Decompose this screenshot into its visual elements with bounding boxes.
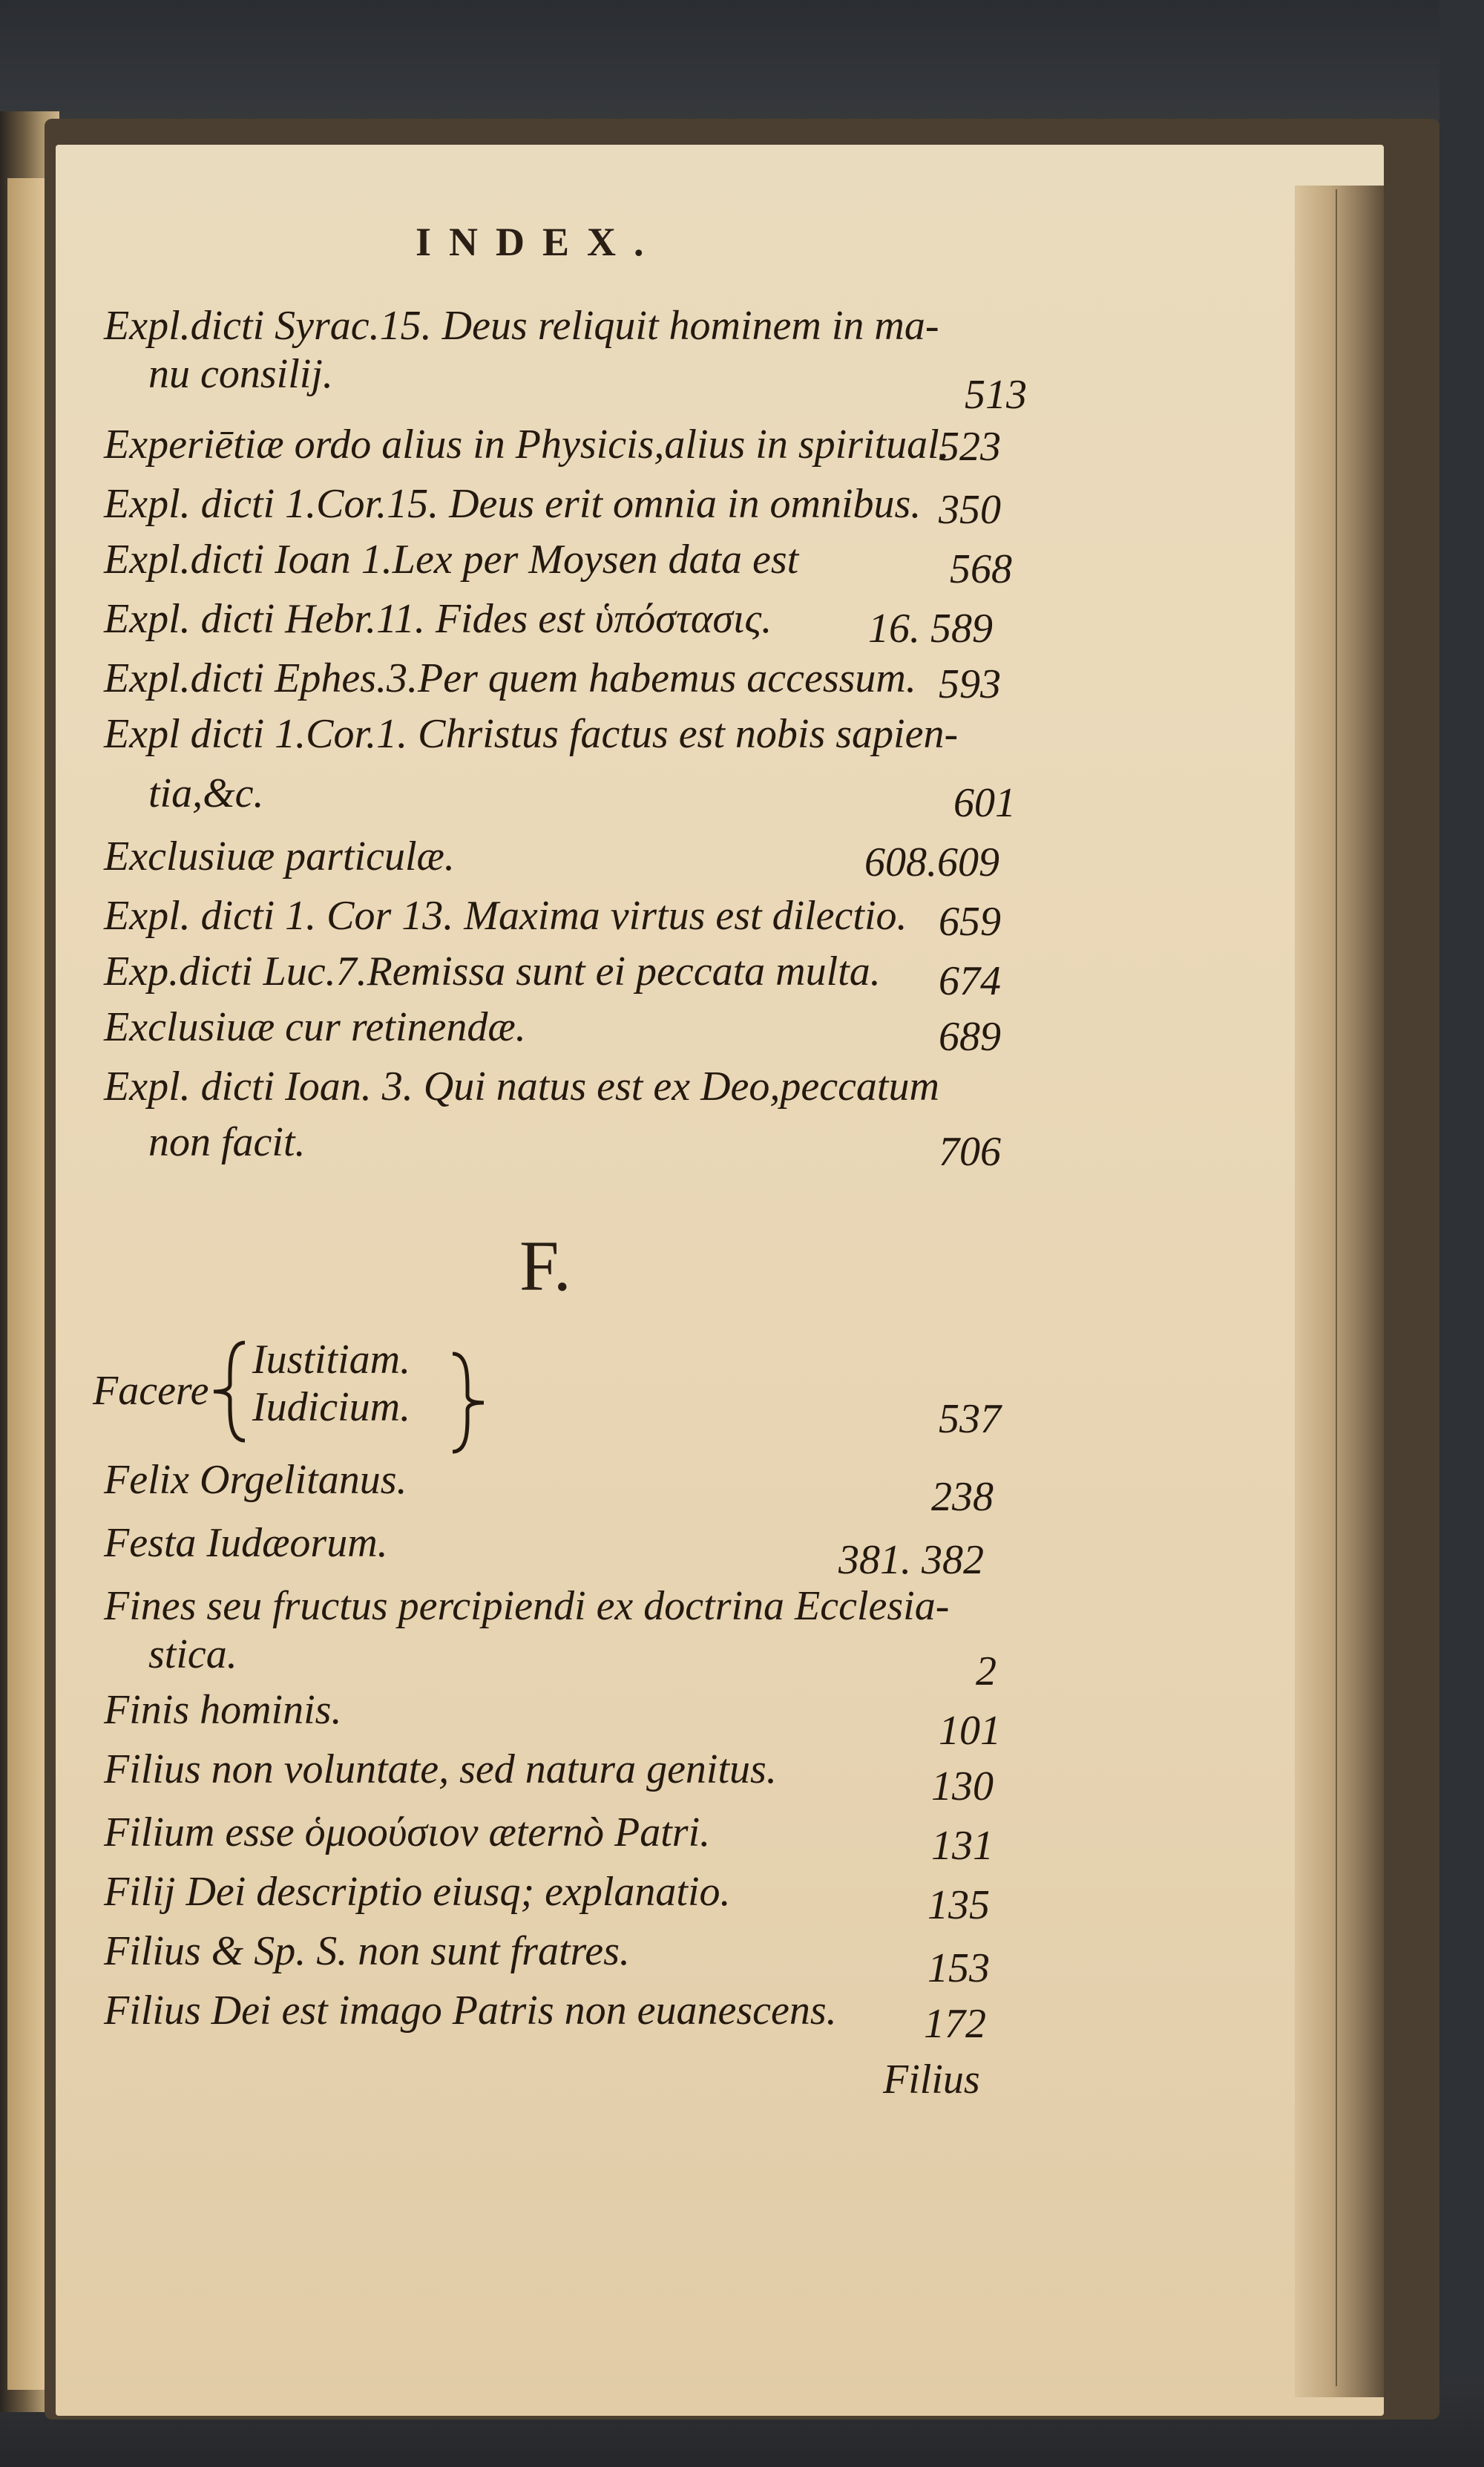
index-entry: Felix Orgelitanus. [104, 1457, 407, 1503]
index-entry: Experiētiæ ordo alius in Physicis,alius in spiritual. [104, 422, 950, 468]
page-number: 16. 589 [868, 606, 993, 652]
page-number: 593 [939, 661, 1001, 707]
brace-entry-lead: Facere [93, 1368, 209, 1414]
index-entry: Festa Iudæorum. [104, 1520, 388, 1566]
index-entry: Filius & Sp. S. non sunt fratres. [104, 1928, 630, 1974]
index-entry: Exclusiuæ particulæ. [104, 833, 455, 879]
index-entry: Expl. dicti Ioan. 3. Qui natus est ex Deo,peccatum [104, 1064, 939, 1110]
index-entry: Expl. dicti 1. Cor 13. Maxima virtus est dilectio. [104, 893, 907, 939]
page-number: 238 [931, 1474, 994, 1520]
page-number: 153 [928, 1945, 990, 1991]
running-head: INDEX. [416, 220, 662, 264]
brace-items [252, 1336, 410, 1431]
index-entry: Fines seu fructus percipiendi ex doctrina Ecclesia- [104, 1583, 950, 1629]
page-number: 130 [931, 1763, 994, 1809]
brace-item: Iudicium. [252, 1384, 411, 1430]
page-number: 689 [939, 1014, 1001, 1060]
index-entry-continuation: nu consilij. [148, 351, 333, 397]
index-entry: Expl dicti 1.Cor.1. Christus factus est nobis sapien- [104, 711, 959, 757]
page-number: 381. 382 [838, 1537, 984, 1583]
page-number: 135 [928, 1882, 990, 1928]
page-number: 172 [924, 2001, 986, 2047]
left-brace-icon [208, 1340, 252, 1444]
page-number: 674 [939, 958, 1001, 1004]
index-entry: Expl.dicti Syrac.15. Deus reliquit hominem in ma- [104, 303, 939, 349]
brace-item: Iustitiam. [252, 1337, 411, 1383]
section-letter-f: F. [519, 1226, 571, 1305]
index-entry: Finis hominis. [104, 1687, 342, 1733]
page-number: 706 [939, 1129, 1001, 1175]
page-fold-line [1336, 189, 1337, 2386]
page-right-edge [1295, 186, 1384, 2397]
page-number: 568 [950, 546, 1012, 592]
index-entry-continuation: tia,&c. [148, 770, 264, 816]
index-entry: Exclusiuæ cur retinendæ. [104, 1004, 526, 1050]
index-entry: Expl.dicti Ioan 1.Lex per Moysen data est [104, 537, 799, 583]
catchword: Filius [883, 2057, 980, 2103]
index-entry: Filium esse ὁμοούσιον æternò Patri. [104, 1809, 711, 1855]
page-number: 101 [939, 1708, 1001, 1754]
page-number: 131 [931, 1823, 994, 1869]
page-number: 513 [965, 372, 1027, 418]
page-number: 523 [939, 424, 1001, 470]
right-brace-icon [445, 1351, 490, 1455]
index-entry: Filij Dei descriptio eiusq; explanatio. [104, 1869, 731, 1915]
index-entry-continuation: stica. [148, 1631, 237, 1677]
background-cloth-right [1439, 0, 1484, 2467]
index-entry: Expl. dicti Hebr.11. Fides est ὑπόστασις. [104, 596, 772, 642]
index-entry: Filius Dei est imago Patris non euanescens. [104, 1988, 837, 2034]
index-entry-continuation: non facit. [148, 1119, 306, 1165]
page-number: 608.609 [864, 839, 999, 885]
index-entry: Expl.dicti Ephes.3.Per quem habemus accessum. [104, 655, 916, 701]
page-number: 601 [953, 780, 1016, 826]
page-number: 2 [976, 1648, 997, 1694]
page-number: 659 [939, 899, 1001, 945]
index-entry: Filius non voluntate, sed natura genitus. [104, 1746, 777, 1792]
page-number: 537 [939, 1396, 1001, 1442]
page-number: 350 [939, 487, 1001, 533]
index-entry: Expl. dicti 1.Cor.15. Deus erit omnia in omnibus. [104, 481, 922, 527]
index-entry: Exp.dicti Luc.7.Remissa sunt ei peccata multa. [104, 949, 881, 995]
